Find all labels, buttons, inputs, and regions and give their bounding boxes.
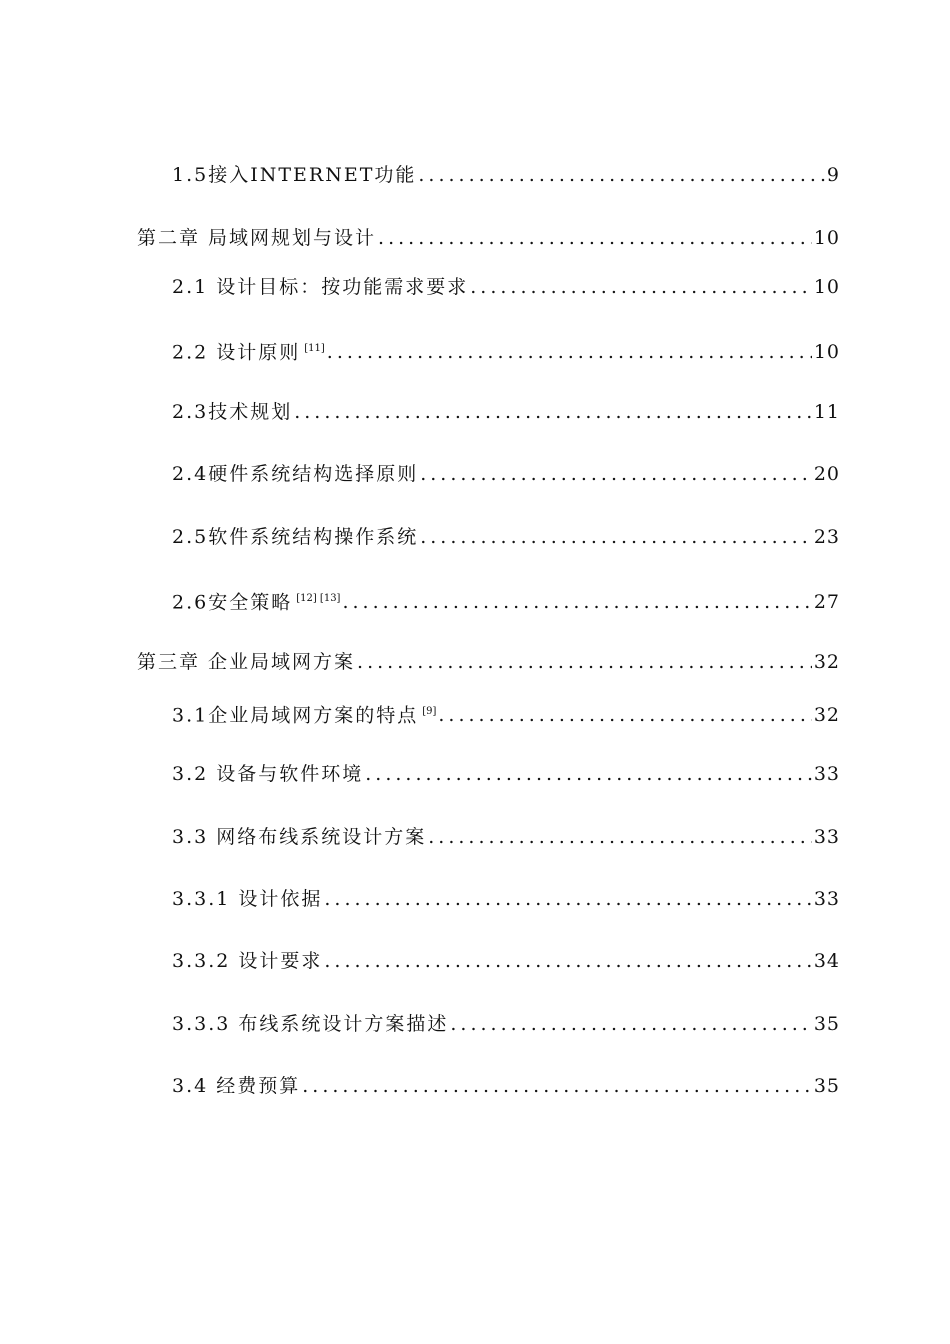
toc-entry-label: 第三章 企业局域网方案	[137, 651, 356, 673]
toc-entry-2-4[interactable]	[172, 462, 840, 486]
toc-dot-leader	[365, 762, 812, 786]
toc-page-number: 10	[813, 227, 840, 249]
toc-entry-label: 3.2 设备与软件环境	[172, 763, 364, 785]
toc-entry-label: 3.4 经费预算	[172, 1075, 301, 1097]
toc-page-number: 20	[813, 463, 840, 485]
toc-dot-leader	[470, 275, 812, 299]
toc-page-number: 33	[813, 826, 840, 848]
toc-dot-leader	[327, 340, 812, 364]
toc-dot-leader	[294, 400, 812, 424]
toc-dot-leader	[324, 949, 811, 973]
toc-dot-leader	[324, 887, 811, 911]
toc-entry-chapter-2[interactable]	[137, 226, 840, 250]
toc-dot-leader	[418, 163, 825, 187]
toc-entry-label: 第二章 局域网规划与设计	[137, 227, 377, 249]
toc-dot-leader	[450, 1012, 811, 1036]
toc-dot-leader	[420, 525, 812, 549]
toc-entry-3-3-1[interactable]	[172, 887, 840, 911]
toc-entry-label: 3.3.1 设计依据	[172, 888, 323, 910]
toc-entry-3-2[interactable]	[172, 762, 840, 786]
toc-entry-3-1[interactable]	[172, 700, 840, 727]
toc-dot-leader	[302, 1074, 812, 1098]
toc-entry-2-6[interactable]	[172, 587, 840, 614]
citation-ref: [11]	[304, 343, 325, 354]
toc-entry-1-5[interactable]	[172, 163, 840, 187]
toc-page-number: 32	[813, 651, 840, 673]
toc-entry-label: 2.6安全策略 [12] [13]	[172, 591, 341, 614]
toc-dot-leader	[378, 226, 812, 250]
toc-entry-label: 2.4硬件系统结构选择原则	[172, 463, 419, 485]
toc-page-number: 35	[813, 1075, 840, 1097]
toc-dot-leader	[438, 703, 811, 727]
toc-entry-label: 2.3技术规划	[172, 401, 293, 423]
toc-dot-leader	[342, 590, 811, 614]
toc-entry-label: 2.5软件系统结构操作系统	[172, 526, 419, 548]
toc-entry-chapter-3[interactable]	[137, 650, 840, 674]
toc-entry-2-5[interactable]	[172, 525, 840, 549]
toc-entry-3-3[interactable]	[172, 825, 840, 849]
toc-page-number: 10	[813, 341, 840, 364]
toc-page-number: 10	[813, 276, 840, 298]
citation-ref: [12] [13]	[296, 593, 341, 604]
toc-entry-label: 3.3.2 设计要求	[172, 950, 323, 972]
toc-entry-3-4[interactable]	[172, 1074, 840, 1098]
toc-entry-label: 1.5接入INTERNET功能	[172, 164, 417, 186]
toc-page-number: 33	[813, 763, 840, 785]
toc-entry-2-2[interactable]	[172, 337, 840, 364]
toc-page-number: 27	[813, 591, 840, 614]
toc-page-number: 34	[813, 950, 840, 972]
toc-dot-leader	[357, 650, 812, 674]
toc-entry-label: 2.2 设计原则 [11]	[172, 341, 325, 364]
toc-entry-label: 3.3.3 布线系统设计方案描述	[172, 1013, 449, 1035]
toc-entry-3-3-2[interactable]	[172, 949, 840, 973]
toc-entry-label: 3.1企业局域网方案的特点 [9]	[172, 704, 437, 727]
citation-ref: [9]	[422, 706, 437, 717]
toc-dot-leader	[428, 825, 812, 849]
toc-entry-label: 2.1 设计目标：按功能需求要求	[172, 276, 469, 298]
toc-page-number: 23	[813, 526, 840, 548]
toc-entry-2-1[interactable]	[172, 275, 840, 299]
toc-dot-leader	[420, 462, 812, 486]
toc-entry-label: 3.3 网络布线系统设计方案	[172, 826, 427, 848]
toc-page-number: 32	[813, 704, 840, 727]
toc-page-number: 11	[813, 401, 840, 423]
toc-entry-3-3-3[interactable]	[172, 1012, 840, 1036]
toc-page-number: 9	[826, 164, 840, 186]
toc-page-number: 33	[813, 888, 840, 910]
toc-page-number: 35	[813, 1013, 840, 1035]
toc-entry-2-3[interactable]	[172, 400, 840, 424]
